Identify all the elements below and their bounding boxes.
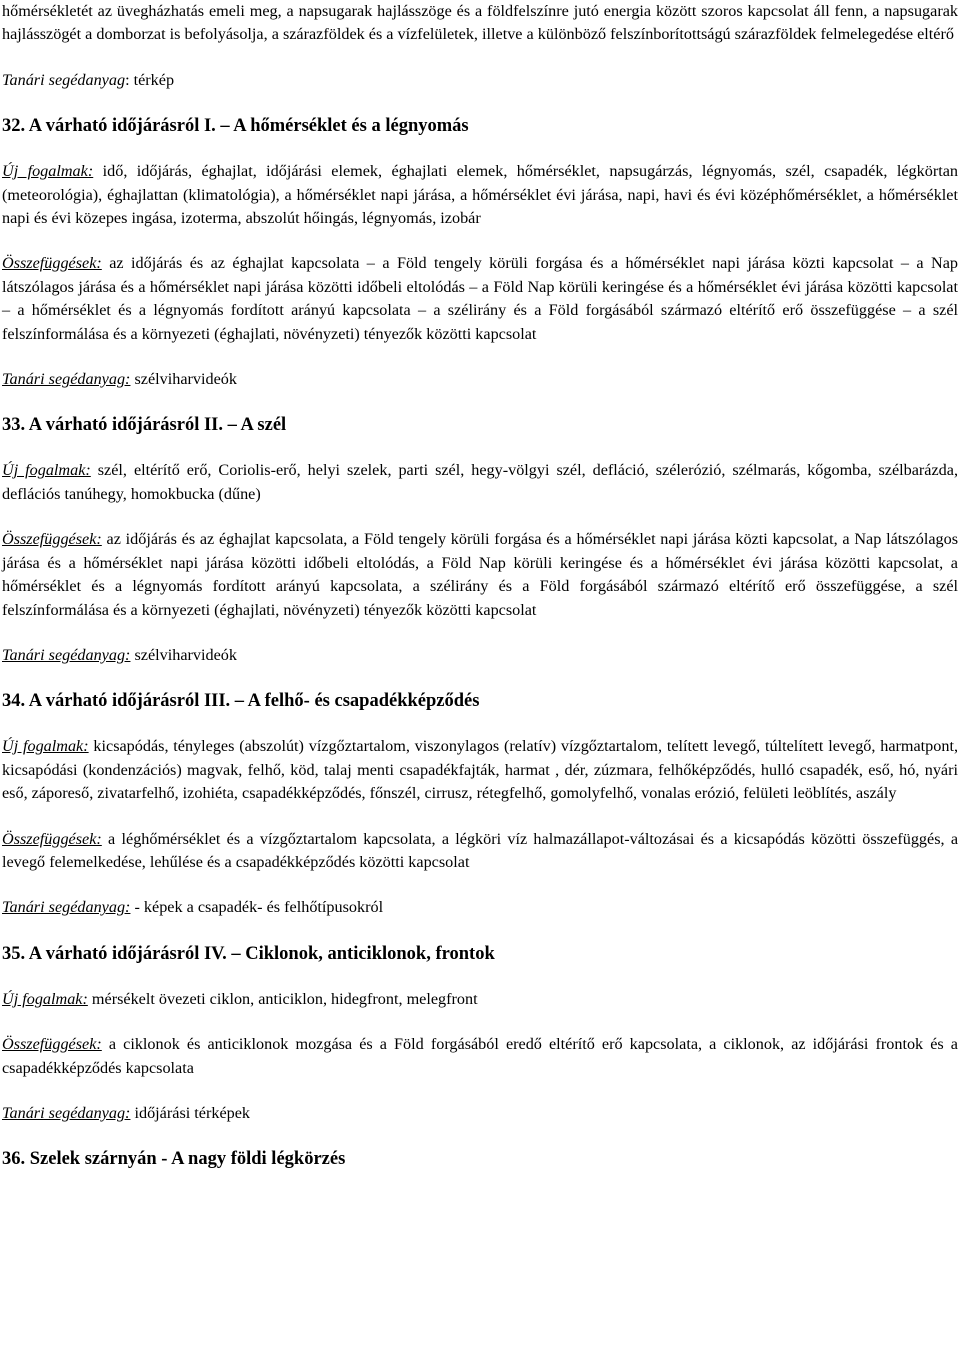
relations-text: a léghőmérséklet és a vízgőztartalom kapcsolata, a légköri víz halmazállapot-változásai és a kicsapódás közötti összefüggés, a levegő felemelkedése, lehűlése és a csapadékképződés közötti kapcsolat [2,829,958,871]
new-concepts-text: szél, eltérítő erő, Coriolis-erő, helyi szelek, parti szél, hegy-völgyi szél, defláció, szélerózió, szélmarás, kőgomba, szélbarázda, deflációs tanúhegy, homokbucka (dűne) [2,461,958,503]
new-concepts-34 [2,735,958,805]
new-concepts-32 [2,160,958,230]
aid-label: Tanári segédanyag: [2,645,131,664]
intro-paragraph [2,0,958,47]
aid-label: Tanári segédanyag: [2,1103,131,1122]
section-heading-32: 32. A várható időjárásról I. – A hőmérséklet és a légnyomás [2,116,469,137]
new-concepts-35 [2,988,958,1011]
aid-text: szélviharvideók [130,370,237,389]
relations-32 [2,252,958,346]
aid-35 [2,1102,958,1125]
relations-label: Összefüggések: [2,1035,102,1054]
new-concepts-text: mérsékelt övezeti ciklon, anticiklon, hidegfront, melegfront [87,989,478,1008]
intro-text: hőmérsékletét az üvegházhatás emeli meg, a napsugarak hajlásszöge és a földfelszínre jutó energia között szoros kapcsolat áll fenn, a napsugarak hajlásszögét a domborzat is befolyásolja, a szárazföldek és a vízfelületek, illetve a különböző felszínborítottságú szárazföldek felmelegedése eltérő [2,2,958,44]
aid-text: : térkép [125,70,175,89]
aid-32 [2,368,958,391]
aid-label: Tanári segédanyag: [2,898,131,917]
aid-label: Tanári segédanyag: [2,370,131,389]
relations-34 [2,828,958,875]
relations-label: Összefüggések: [2,254,102,273]
new-concepts-text: kicsapódás, tényleges (abszolút) vízgőztartalom, viszonylagos (relatív) vízgőztartalom, telített levegő, túltelített levegő, harmatpont, kicsapódási (kondenzációs) magvak, felhő, köd, talaj menti csapadékfajták, harmat , dér, zúzmara, felhőképződés, hulló csapadék, eső, hó, nyári eső, záporeső, zivatarfelhő, izohiéta, csapadékképződés, főnszél, cirrusz, rétegfelhő, gomolyfelhő, vonalas erózió, felületi leöblítés, aszály [2,737,958,803]
aid-text: - képek a csapadék- és felhőtípusokról [130,898,384,917]
section-heading-36: 36. Szelek szárnyán - A nagy földi légkörzés [2,1149,346,1170]
new-concepts-text: idő, időjárás, éghajlat, időjárási elemek, éghajlati elemek, hőmérséklet, napsugárzás, légnyomás, szél, csapadék, légkörtan (meteorológia), éghajlattan (klimatológia), a hőmérséklet napi járása, a hőmérséklet évi járása, napi, havi és évi középhőmérséklet, a hőmérséklet napi és évi közepes ingása, izoterma, abszolút hőingás, légnyomás, izobár [2,162,958,228]
section-heading-35: 35. A várható időjárásról IV. – Ciklonok, anticiklonok, frontok [2,943,495,964]
new-concepts-label: Új fogalmak: [2,989,88,1008]
relations-text: a ciklonok és anticiklonok mozgása és a Föld forgásából eredő eltérítő erő kapcsolata, a ciklonok, az időjárási frontok és a csapadékképződés kapcsolata [2,1035,958,1077]
new-concepts-33 [2,459,958,506]
intro-aid [2,69,958,92]
new-concepts-label: Új fogalmak: [2,461,91,480]
aid-text: időjárási térképek [130,1103,251,1122]
aid-34 [2,896,958,919]
new-concepts-label: Új fogalmak: [2,162,94,181]
relations-33 [2,528,958,622]
relations-35 [2,1033,958,1080]
section-heading-33: 33. A várható időjárásról II. – A szél [2,415,287,436]
relations-label: Összefüggések: [2,829,102,848]
aid-label: Tanári segédanyag [2,70,126,89]
relations-label: Összefüggések: [2,530,102,549]
relations-text: az időjárás és az éghajlat kapcsolata, a Föld tengely körüli forgása és a hőmérséklet napi járása közti kapcsolat, a Nap látszólagos járása és a hőmérséklet napi járása közötti időbeli eltolódás, a Föld Nap körüli keringése és a hőmérséklet évi járása közötti kapcsolat, a hőmérséklet és a légnyomás fordított arányú kapcsolata, a szélirány és a Föld forgásából származó eltérítő erő összefüggése, a szél felszínformálása és a környezeti (éghajlati, növényzeti) tényezők közötti kapcsolat [2,530,958,619]
new-concepts-label: Új fogalmak: [2,737,89,756]
aid-text: szélviharvideók [130,645,237,664]
aid-33 [2,644,958,667]
relations-text: az időjárás és az éghajlat kapcsolata – a Föld tengely körüli forgása és a hőmérséklet napi járása közti kapcsolat – a Nap látszólagos járása és a hőmérséklet napi járása közötti időbeli eltolódás – a Föld Nap körüli keringése és a hőmérséklet évi járása közötti kapcsolat – a hőmérséklet és a légnyomás fordított arányú kapcsolata – a szélirány és a Föld forgásából származó eltérítő erő összefüggése – a szél felszínformálása és a környezeti (éghajlati, növényzeti) tényezők közötti kapcsolat [2,254,958,343]
section-heading-34: 34. A várható időjárásról III. – A felhő- és csapadékképződés [2,691,480,712]
